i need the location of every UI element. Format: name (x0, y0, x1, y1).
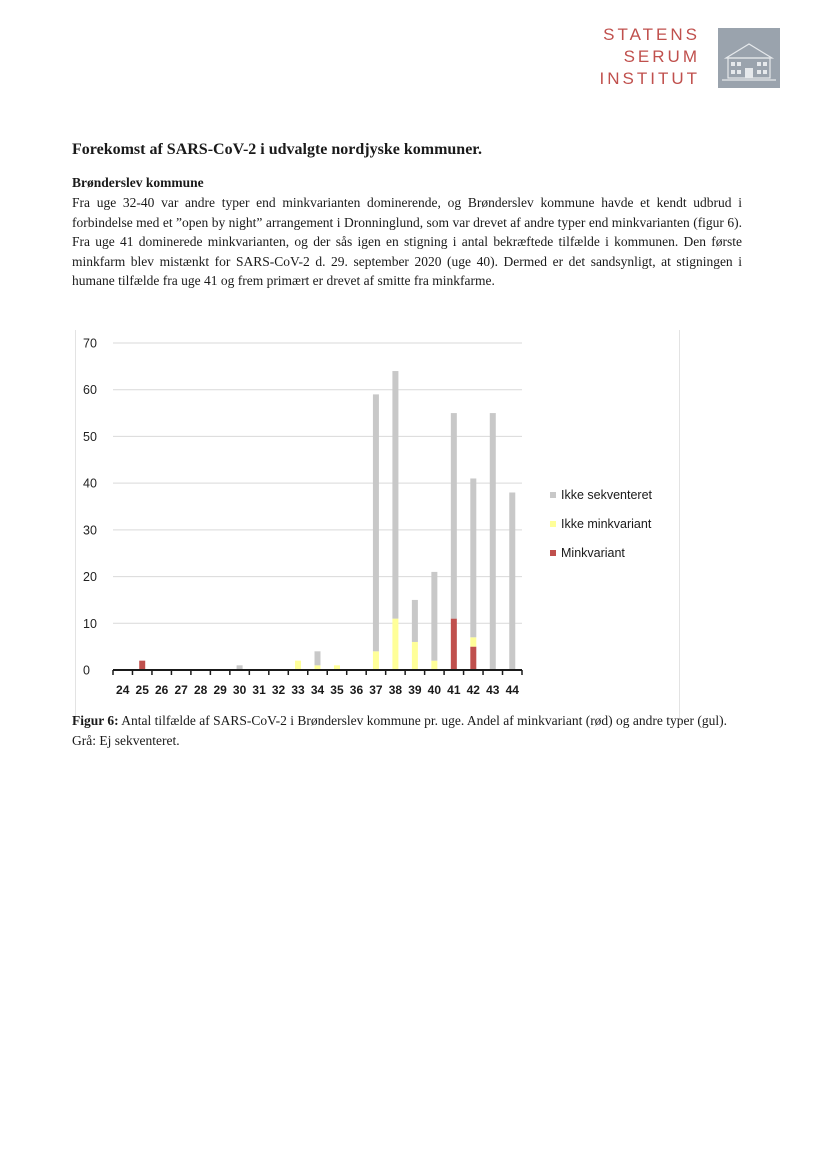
legend-item-ikke-sekventeret (550, 480, 652, 509)
legend-item-ikke-minkvariant (550, 509, 652, 538)
section-title: Forekomst af SARS-CoV-2 i udvalgte nordjyske kommuner. (72, 141, 482, 158)
legend-swatch-yellow (550, 521, 556, 527)
x-tick-label-30: 30 (232, 683, 247, 697)
x-tick-label-32: 32 (271, 683, 286, 697)
bar-ikke-sekventeret-week-37 (373, 394, 379, 651)
legend-label-minkvariant: Minkvariant (561, 545, 625, 560)
bar-ikke-minkvariant-week-39 (412, 642, 418, 670)
x-axis-labels (116, 683, 519, 697)
section-subtitle: Brønderslev kommune (72, 175, 204, 190)
bar-ikke-minkvariant-week-37 (373, 651, 379, 670)
figure-caption (72, 711, 742, 750)
bar-ikke-sekventeret-week-43 (490, 413, 496, 670)
legend-label-ikke-minkvariant: Ikke minkvariant (561, 516, 652, 531)
bar-minkvariant-week-41 (451, 619, 457, 670)
y-tick-label-50: 50 (83, 429, 97, 444)
caption-text: Antal tilfælde af SARS-CoV-2 i Brønderslev kommune pr. uge. Andel af minkvariant (rød) og andre typer (gul). Grå: Ej sekventeret. (72, 713, 728, 748)
bar-ikke-sekventeret-week-41 (451, 413, 457, 619)
x-tick-label-38: 38 (388, 683, 403, 697)
bar-ikke-minkvariant-week-33 (295, 661, 301, 670)
body-paragraph: Fra uge 32-40 var andre typer end minkvarianten dominerende, og Brønderslev kommune havde et kendt udbrud i forbindelse med et ”open by night” arrangement i Dronninglund, som var drevet af andre typer end minkvarianten (figur 6). Fra uge 41 dominerede minkvarianten, og der sås igen en stigning i antal bekræftede tilfælde i kommunen. Den første minkfarm blev mistænkt for SARS-CoV-2 d. 29. september 2020 (uge 40). Dermed er det sandsynligt, at stigningen i humane tilfælde fra uge 41 og frem primært er drevet af smitte fra minkfarme. (72, 195, 742, 288)
x-tick-label-43: 43 (486, 683, 500, 697)
logo-line-2: SERUM (623, 47, 700, 66)
bar-minkvariant-week-25 (139, 661, 145, 670)
x-tick-label-34: 34 (310, 683, 325, 697)
y-tick-label-20: 20 (83, 570, 97, 585)
x-tick-label-26: 26 (155, 683, 169, 697)
y-axis-labels (83, 337, 97, 678)
legend-swatch-red (550, 550, 556, 556)
x-tick-label-31: 31 (252, 683, 266, 697)
bar-ikke-sekventeret-week-40 (431, 572, 437, 661)
legend-swatch-grey (550, 492, 556, 498)
x-tick-label-41: 41 (447, 683, 461, 697)
x-tick-label-29: 29 (213, 683, 227, 697)
bar-ikke-sekventeret-week-38 (392, 371, 398, 619)
logo-line-1: STATENS (603, 25, 700, 44)
x-tick-label-42: 42 (466, 683, 480, 697)
bar-ikke-minkvariant-week-38 (392, 619, 398, 670)
x-tick-label-44: 44 (505, 683, 519, 697)
bar-ikke-sekventeret-week-44 (509, 492, 515, 670)
x-tick-label-27: 27 (174, 683, 188, 697)
bar-minkvariant-week-42 (470, 647, 476, 670)
x-axis (113, 670, 522, 675)
logo-line-3: INSTITUT (599, 69, 700, 88)
chart-gridlines (113, 343, 522, 623)
x-tick-label-39: 39 (408, 683, 422, 697)
caption-label: Figur 6: (72, 713, 119, 728)
bar-ikke-sekventeret-week-42 (470, 478, 476, 637)
bar-ikke-minkvariant-week-40 (431, 661, 437, 670)
x-tick-label-35: 35 (330, 683, 344, 697)
legend-item-minkvariant (550, 538, 652, 567)
x-tick-label-37: 37 (369, 683, 383, 697)
x-tick-label-40: 40 (427, 683, 442, 697)
x-tick-label-28: 28 (193, 683, 208, 697)
x-tick-label-25: 25 (135, 683, 149, 697)
y-tick-label-10: 10 (83, 616, 97, 631)
y-tick-label-70: 70 (83, 336, 97, 351)
chart-legend (550, 480, 652, 567)
x-tick-label-33: 33 (291, 683, 305, 697)
bar-ikke-sekventeret-week-34 (315, 651, 321, 665)
x-tick-label-36: 36 (349, 683, 364, 697)
bar-ikke-sekventeret-week-39 (412, 600, 418, 642)
y-tick-label-0: 0 (83, 663, 90, 678)
y-tick-label-40: 40 (83, 476, 97, 491)
y-tick-label-60: 60 (83, 383, 97, 398)
y-tick-label-30: 30 (83, 523, 97, 538)
legend-label-ikke-sekventeret: Ikke sekventeret (561, 487, 653, 502)
bar-ikke-minkvariant-week-42 (470, 637, 476, 646)
chart-bars (139, 371, 515, 670)
x-tick-label-24: 24 (116, 683, 130, 697)
